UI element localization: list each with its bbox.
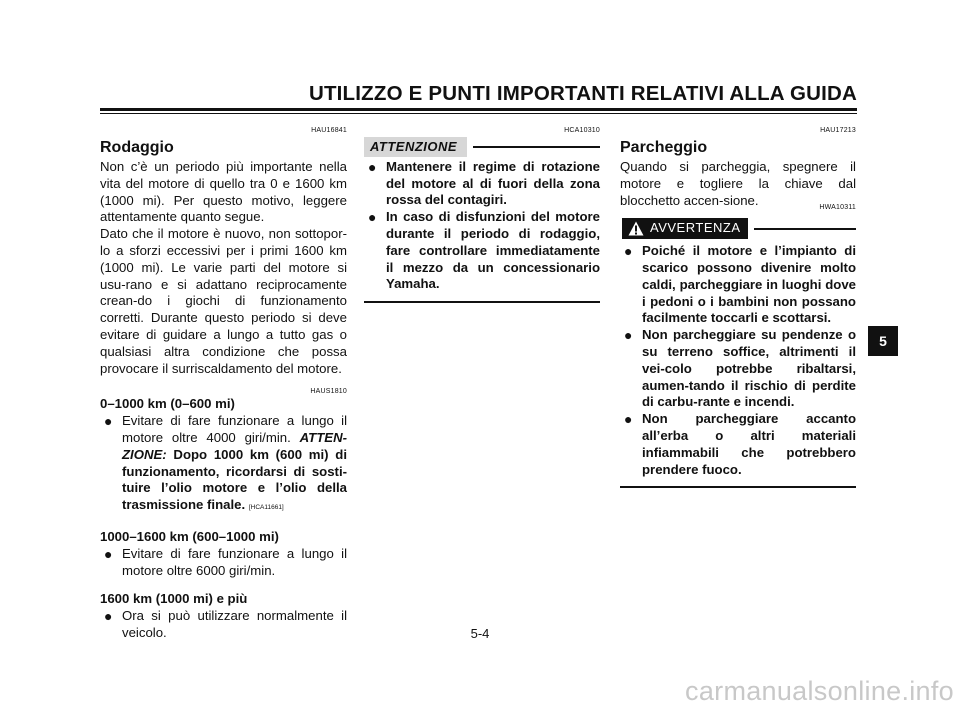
page-number: 5-4 <box>470 626 490 641</box>
column-right <box>620 126 856 488</box>
list-item <box>620 243 856 327</box>
attention-banner <box>364 137 600 157</box>
bullet-icon: ● <box>624 243 633 260</box>
bullet-icon: ● <box>104 608 113 625</box>
list-item-text: Poiché il motore e l’impianto di scarico possono divenire molto caldi, parcheggiare in luoghi dove i pedoni o i bambini non possano facilmente toccarli e scottarsi. <box>642 243 856 326</box>
subsection-title-1000-1600: 1000–1600 km (600–1000 mi) <box>100 528 279 544</box>
list-item <box>620 411 856 478</box>
list-item-text: Non parcheggiare accanto all’erba o altri materiali infiammabili che potrebbero prendere fuoco. <box>642 411 856 477</box>
column-middle <box>364 126 600 303</box>
list-item-text: Non parcheggiare su pendenze o su terreno soffice, altrimenti il vei-colo potrebbe ribaltarsi, aumen-tando il rischio di perdite di carbu-rante e incendi. <box>642 327 856 410</box>
list-item-text: Mantenere il regime di rotazione del motore al di fuori della zona rossa del contagiri. <box>386 158 600 208</box>
bullet-icon: ● <box>368 158 377 175</box>
header-rule-thin <box>100 113 857 114</box>
section-code: HAU16841 <box>311 127 347 134</box>
bullet-icon: ● <box>624 327 633 344</box>
warning-triangle-icon <box>628 221 644 236</box>
section-heading-rodaggio: Rodaggio <box>100 139 174 156</box>
list-item-text: In caso di disfunzioni del motore durante il periodo di rodaggio, fare controllare immediatamente il mezzo da un concessionario Yamaha. <box>386 209 600 292</box>
attention-inline-text: Dopo 1000 km (600 mi) di funzionamento, ricordarsi di sosti-tuire l’olio motore e l’olio della trasmissione finale. <box>122 446 347 513</box>
section-code: HAU17213 <box>820 127 856 134</box>
list-item-text: Ora si può utilizzare normalmente il veicolo. <box>122 608 347 640</box>
body-paragraph: Dato che il motore è nuovo, non sottopor-lo a sforzi eccessivi per i primi 1600 km (1000 mi). Le varie parti del motore si usu-rano e si adattano reciprocamente crean-do i giochi di funzionamento corretti. Durante questo periodo si deve evitare di guidare a lungo a tutto gas o qualsiasi altra condizione che possa provocare il surriscaldamento del motore. <box>100 226 347 376</box>
list-item <box>364 159 600 209</box>
inline-code: [HCA11661] <box>248 504 284 512</box>
banner-rule <box>754 228 856 230</box>
intro-paragraph: Non c’è un periodo più importante nella vita del motore di quello tra 0 e 1600 km (1000 mi). Per questo motivo, leggere attentamente quanto segue. <box>100 159 347 225</box>
parking-paragraph: Quando si parcheggia, spegnere il motore e togliere la chiave dal blocchetto accen-sione. <box>620 159 856 208</box>
list-item-text: Evitare di fare funzionare a lungo il motore oltre 4000 giri/min. <box>122 413 347 445</box>
subsection-title-0-1000: 0–1000 km (0–600 mi) <box>100 396 235 412</box>
column-left <box>100 126 347 642</box>
attention-inline-label: ATTEN-ZIONE: <box>122 429 347 462</box>
watermark: carmanualsonline.info <box>685 676 954 706</box>
list-item <box>620 327 856 411</box>
list-item <box>100 413 347 517</box>
page-header-title: UTILIZZO E PUNTI IMPORTANTI RELATIVI ALLA GUIDA <box>308 82 857 105</box>
header-rule-thick <box>100 108 857 111</box>
attention-end-rule <box>364 301 600 303</box>
list-item <box>364 209 600 293</box>
warning-label-box <box>622 218 748 239</box>
section-code: HWA10311 <box>819 204 856 212</box>
section-code: HCA10310 <box>564 127 600 134</box>
list-item <box>100 546 347 580</box>
warning-banner <box>620 218 856 239</box>
list-item-text: Evitare di fare funzionare a lungo il motore oltre 6000 giri/min. <box>122 545 347 578</box>
bullet-icon: ● <box>104 413 113 430</box>
warning-end-rule <box>620 486 856 488</box>
bullet-icon: ● <box>624 411 633 428</box>
section-heading-parcheggio: Parcheggio <box>620 139 708 156</box>
chapter-tab: 5 <box>868 326 898 356</box>
section-code: HAUS1810 <box>310 388 347 396</box>
banner-rule <box>473 146 600 148</box>
bullet-icon: ● <box>368 209 377 226</box>
warning-label: AVVERTENZA <box>650 220 741 236</box>
subsection-title-1600-plus: 1600 km (1000 mi) e più <box>100 591 248 607</box>
bullet-icon: ● <box>104 545 113 562</box>
attention-label: ATTENZIONE <box>364 137 467 157</box>
